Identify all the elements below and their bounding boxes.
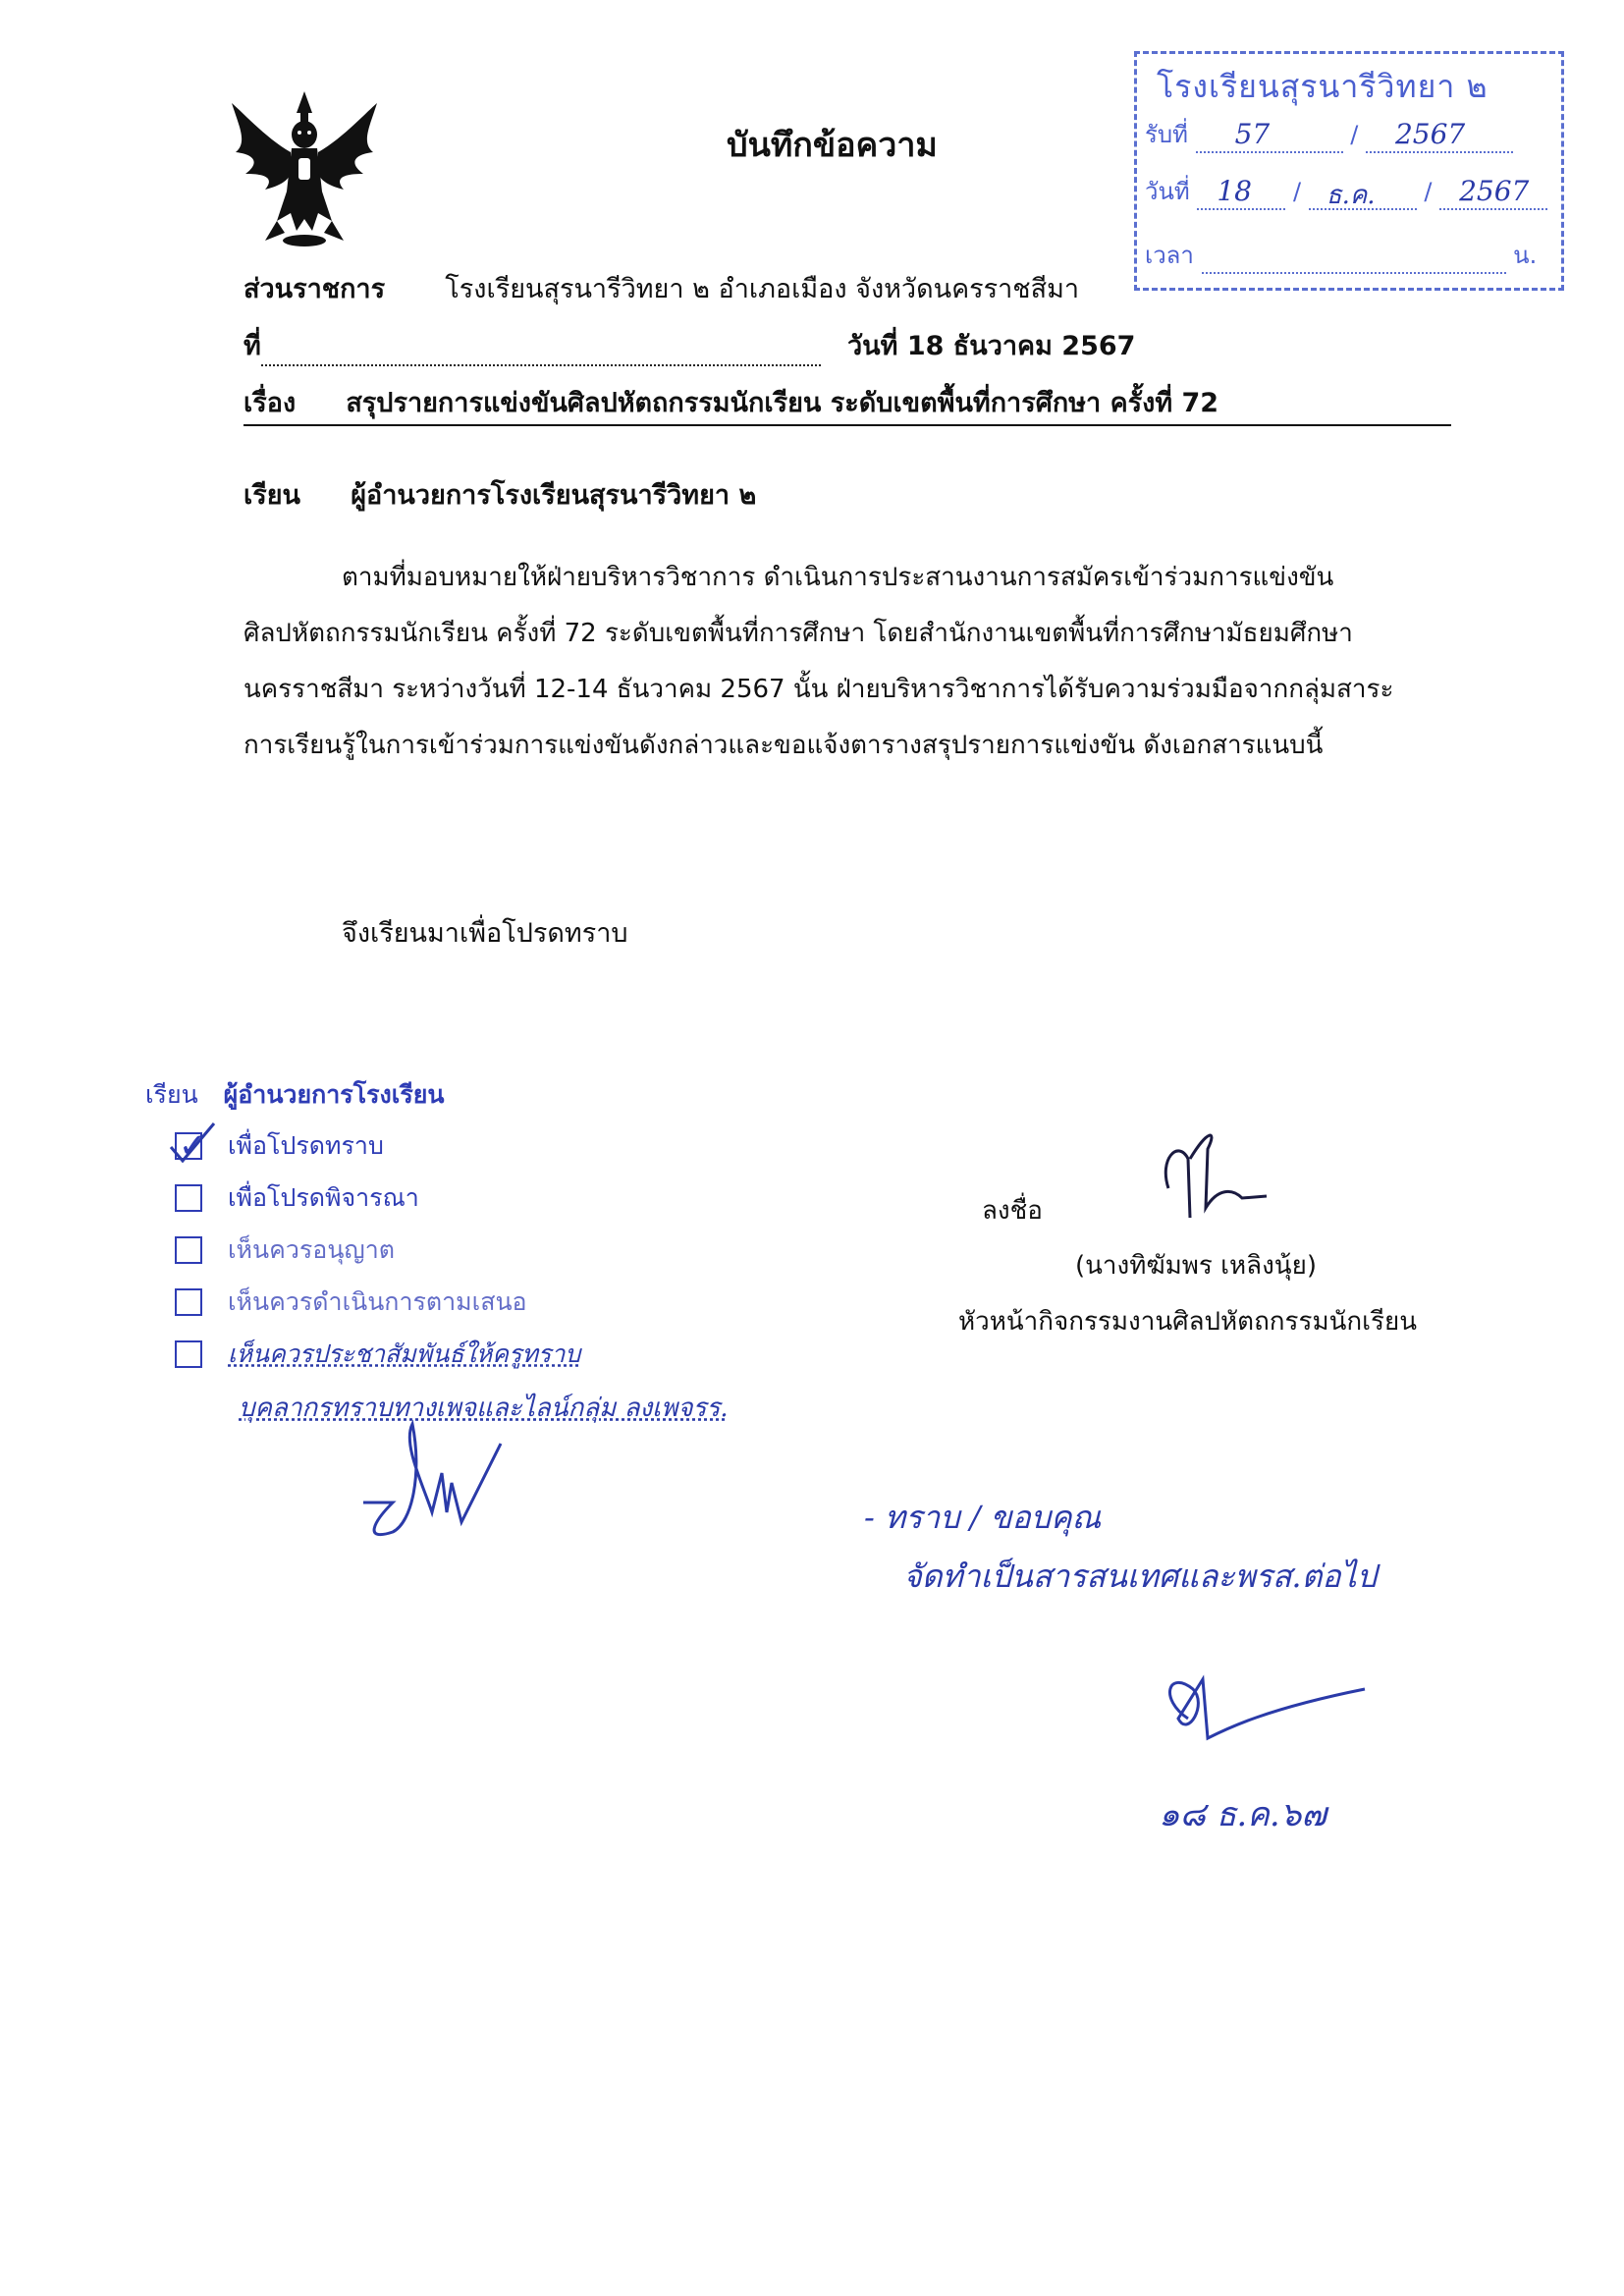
subject-label: เรื่อง: [244, 388, 297, 418]
director-note-line-2: จัดทำเป็นสารสนเทศและพรส.ต่อไป: [903, 1558, 1377, 1595]
approval-option-permit[interactable]: [175, 1230, 395, 1270]
body-line-4: การเรียนรู้ในการเข้าร่วมการแข่งขันดังกล่าวและขอแจ้งตารางสรุปรายการแข่งขัน ดังเอกสารแนบนี้: [244, 731, 1324, 760]
checkbox[interactable]: [175, 1340, 202, 1368]
memo-title: บันทึกข้อความ: [727, 126, 938, 165]
body-line-3: นครราชสีมา ระหว่างวันที่ 12-14 ธันวาคม 2567 นั้น ฝ่ายบริหารวิชาการได้รับความร่วมมือจากกลุ่มสาระ: [244, 675, 1394, 704]
dept-value: โรงเรียนสุรนารีวิทยา ๒ อำเภอเมือง จังหวัดนครราชสีมา: [445, 274, 1080, 304]
body-line-2: ศิลปหัตถกรรมนักเรียน ครั้งที่ 72 ระดับเขตพื้นที่การศึกษา โดยสำนักงานเขตพื้นที่การศึกษามัธยมศึกษา: [244, 619, 1353, 648]
header-divider: [244, 424, 1451, 426]
checkbox[interactable]: [175, 1184, 202, 1212]
approval-option-label: เห็นควรอนุญาต: [228, 1235, 395, 1264]
signer-signature-icon: [1149, 1120, 1276, 1228]
stamp-receive-no: 57: [1234, 118, 1271, 150]
approval-head-value: ผู้อำนวยการโรงเรียน: [223, 1080, 445, 1109]
approval-option-consider[interactable]: [175, 1178, 419, 1218]
checkmark-icon: ✓: [179, 1126, 207, 1166]
sign-label: ลงชื่อ: [982, 1196, 1043, 1226]
approval-option-publicize[interactable]: [175, 1335, 580, 1374]
approval-head-prefix: เรียน: [145, 1080, 198, 1109]
approval-option-label: เพื่อโปรดพิจารณา: [228, 1183, 419, 1212]
stamp-time-label: เวลา: [1145, 242, 1194, 269]
dept-label: ส่วนราชการ: [244, 274, 386, 304]
approval-head: [145, 1075, 444, 1115]
ref-row: [244, 324, 1135, 366]
body-paragraph: [244, 550, 1461, 774]
deputy-signature-icon: [353, 1404, 550, 1552]
stamp-receive-year: 2567: [1394, 118, 1466, 150]
handwritten-check-icon: [165, 1120, 224, 1169]
stamp-date-year: 2567: [1459, 175, 1530, 207]
approval-option-label: เพื่อโปรดทราบ: [228, 1131, 384, 1160]
stamp-date-label: วันที่: [1145, 178, 1190, 205]
signer-position: หัวหน้ากิจกรรมงานศิลปหัตถกรรมนักเรียน: [958, 1307, 1417, 1337]
to-row: [244, 473, 756, 516]
to-value: ผู้อำนวยการโรงเรียนสุรนารีวิทยา ๒: [351, 480, 757, 511]
stamp-date-day: 18: [1217, 175, 1252, 207]
stamp-time-suffix: น.: [1513, 242, 1538, 269]
signer-name: (นางทิฆัมพร เหลิงนุ้ย): [1075, 1251, 1317, 1281]
director-signature-icon: [1149, 1660, 1384, 1768]
memo-date: วันที่ 18 ธันวาคม 2567: [847, 331, 1136, 361]
stamp-date-row: วันที่ 18 / ธ.ค. / 2567: [1145, 172, 1547, 210]
garuda-emblem-icon: [226, 83, 383, 250]
subject-value: สรุปรายการแข่งขันศิลปหัตถกรรมนักเรียน ระดับเขตพื้นที่การศึกษา ครั้งที่ 72: [346, 388, 1219, 418]
stamp-receive-row: รับที่ 57 / 2567: [1145, 115, 1513, 153]
closing-text: จึงเรียนมาเพื่อโปรดทราบ: [342, 918, 628, 949]
receiving-stamp: [1134, 51, 1564, 291]
approval-handwritten-line: บุคลากรทราบทางเพจและไลน์กลุ่ม ลงเพจรร.: [239, 1394, 729, 1423]
to-label: เรียน: [244, 480, 301, 511]
stamp-time-row: [1145, 236, 1537, 274]
checkbox[interactable]: [175, 1288, 202, 1316]
director-note-line-1: - ทราบ / ขอบคุณ: [864, 1499, 1102, 1536]
approval-option-label: เห็นควรประชาสัมพันธ์ให้ครูทราบ: [228, 1339, 581, 1368]
stamp-date-month: ธ.ค.: [1326, 181, 1376, 210]
approval-option-proceed[interactable]: [175, 1283, 527, 1322]
stamp-receive-label: รับที่: [1145, 121, 1188, 148]
director-note-date: ๑๘ ธ.ค.๖๗: [1159, 1795, 1326, 1834]
approval-option-label: เห็นควรดำเนินการตามเสนอ: [228, 1287, 527, 1316]
ref-label: ที่: [244, 331, 261, 361]
stamp-school: โรงเรียนสุรนารีวิทยา ๒: [1157, 68, 1489, 105]
body-line-1: ตามที่มอบหมายให้ฝ่ายบริหารวิชาการ ดำเนินการประสานงานการสมัครเข้าร่วมการแข่งขัน: [342, 563, 1334, 592]
subject-row: [244, 381, 1218, 423]
checkbox[interactable]: [175, 1236, 202, 1264]
dept-row: [244, 267, 1079, 309]
